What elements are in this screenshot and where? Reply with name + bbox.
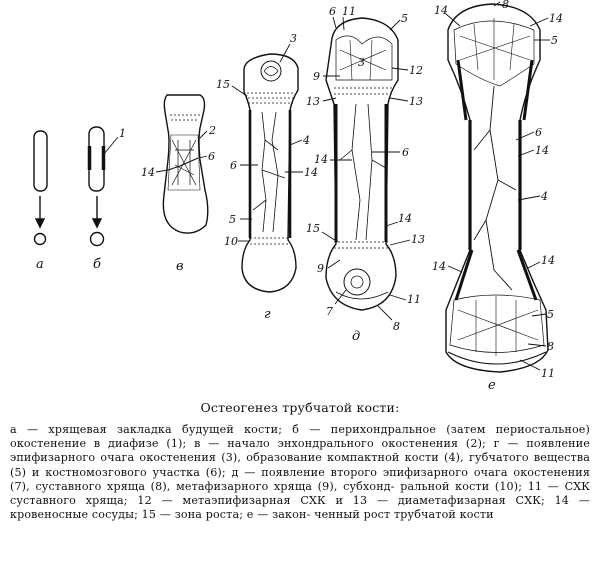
stage-v-illustration: [156, 95, 208, 233]
label-d-7: 7: [326, 305, 333, 318]
label-d-3: 3: [358, 56, 365, 69]
stage-letter-b: б: [93, 257, 101, 272]
leader-d13a: [323, 98, 336, 101]
label-d-8: 8: [393, 320, 400, 333]
leader-3: [280, 44, 290, 62]
label-g-4: 4: [303, 134, 310, 147]
caption-line: ральной кости (10); 11 — СХК суставного хряща; 12 — метаэпифизарная СХК и: [10, 479, 590, 508]
caption-line: а — хрящевая закладка будущей кости; б — перихондральное (затем периостальное): [10, 423, 590, 436]
stage-g-illustration: [232, 44, 303, 292]
upper-trabeculae: [460, 18, 530, 80]
label-e-6: 6: [535, 126, 542, 139]
leader-d11: [343, 17, 344, 30]
compact-bone: [470, 120, 520, 250]
caption-body: [10, 423, 590, 522]
trabeculae-lines: [172, 140, 196, 185]
leader-2: [200, 131, 207, 138]
center-core: [351, 276, 363, 288]
label-v-2: 2: [209, 124, 216, 137]
growth-zone-lower: [250, 238, 290, 244]
label-e-11: 11: [541, 367, 555, 380]
caption-line: окостенение в диафизе (1); в — начало энхондрального окостенения (2); г — появление: [10, 437, 590, 451]
label-d-13b: 13: [409, 95, 423, 108]
label-d-13c: 13: [411, 233, 425, 246]
label-e-14c: 14: [535, 144, 549, 157]
compact-bone: [250, 110, 290, 238]
label-d-9b: 9: [317, 262, 324, 275]
growth-zone: [170, 115, 200, 120]
blood-vessels: [340, 104, 386, 240]
leader-d12: [392, 68, 408, 70]
stage-b-illustration: [89, 127, 118, 246]
label-g-10: 10: [224, 235, 238, 248]
cross-section: [91, 233, 104, 246]
label-d-9: 9: [313, 70, 320, 83]
leader-1: [104, 137, 118, 154]
blood-vessels: [474, 86, 516, 290]
lower-trabeculae: [458, 296, 538, 356]
second-epiphyseal-center: [344, 269, 370, 295]
label-d-6b: 6: [402, 146, 409, 159]
label-e-5: 5: [551, 34, 558, 47]
stage-letter-a: а: [36, 257, 44, 272]
caption-line: эпифизарного очага окостенения (3), образование компактной кости (4), губчатого: [10, 451, 529, 465]
label-d-13a: 13: [306, 95, 320, 108]
label-e-8: 8: [502, 0, 509, 11]
cartilage-model: [34, 131, 47, 191]
articular-cartilage: [448, 352, 546, 364]
stage-letter-v: в: [176, 259, 184, 274]
label-d-11: 11: [342, 5, 356, 18]
label-e-5b: 5: [547, 308, 554, 321]
center-texture: [264, 67, 278, 76]
label-b-1: 1: [119, 127, 126, 140]
caption-line: ченный рост трубчатой кости: [314, 508, 494, 522]
leader-15: [232, 86, 247, 96]
leader-e14e: [528, 262, 540, 268]
growth-zone-lower: [334, 242, 390, 248]
stage-letter-d: д: [352, 329, 361, 344]
compact-bone-taper-lower: [456, 250, 536, 300]
label-d-11b: 11: [407, 293, 421, 306]
leader-e5b: [532, 314, 546, 316]
label-d-14b: 14: [398, 212, 412, 225]
label-e-4: 4: [541, 190, 548, 203]
label-d-5: 5: [401, 12, 408, 25]
label-g-5: 5: [229, 213, 236, 226]
bone-outline: [446, 4, 548, 372]
leader-e14d: [448, 266, 462, 272]
growth-zone: [334, 88, 392, 94]
caption-line: вещества (5) и костномозгового участка (6); д — появление второго эпифизарного: [10, 451, 590, 479]
stage-letter-g: г: [264, 307, 271, 322]
label-g-15: 15: [216, 78, 230, 91]
leader-d9b: [328, 260, 340, 268]
leader-d11b: [390, 295, 406, 300]
label-d-14: 14: [314, 153, 328, 166]
leader-4: [290, 140, 302, 145]
label-g-6: 6: [230, 159, 237, 172]
label-d-12: 12: [409, 64, 423, 77]
blood-vessels: [253, 112, 285, 232]
stage-letter-e: е: [488, 378, 496, 393]
caption-line: 13 — диаметафизарная СХК; 14 — кровеносные сосуды; 15 — зона роста; е — закон-: [10, 494, 590, 522]
cross-section: [35, 234, 46, 245]
leader-d13b: [390, 98, 408, 101]
label-e-14a: 14: [434, 4, 448, 17]
leader-d13c: [390, 240, 410, 245]
label-g-14: 14: [304, 166, 318, 179]
label-e-8b: 8: [547, 340, 554, 353]
label-d-15: 15: [306, 222, 320, 235]
label-e-14e: 14: [541, 254, 555, 267]
label-e-14b: 14: [549, 12, 563, 25]
label-d-6: 6: [329, 5, 336, 18]
figure-caption: [10, 400, 590, 560]
compact-bone: [336, 104, 386, 242]
label-v-6: 6: [208, 150, 215, 163]
label-v-14: 14: [141, 166, 155, 179]
caption-title: Остеогенез трубчатой кости:: [200, 400, 400, 415]
label-g-3: 3: [290, 32, 297, 45]
stage-a-illustration: [34, 131, 47, 245]
stage-d-illustration: [322, 17, 410, 320]
label-e-14d: 14: [432, 260, 446, 273]
stage-e-illustration: [446, 2, 550, 372]
growth-zone: [247, 93, 295, 103]
leader-d5: [390, 20, 400, 30]
arrow-head: [93, 219, 101, 227]
leader-d14b: [386, 222, 398, 226]
compact-bone-taper-upper: [458, 60, 532, 120]
arrow-head: [36, 219, 44, 227]
leader-d6: [333, 17, 336, 28]
caption-line: очага окостенения (7), суставного хряща (8), метафизарного хряща (9), субхонд-: [10, 465, 590, 493]
leader-d8: [378, 306, 392, 320]
